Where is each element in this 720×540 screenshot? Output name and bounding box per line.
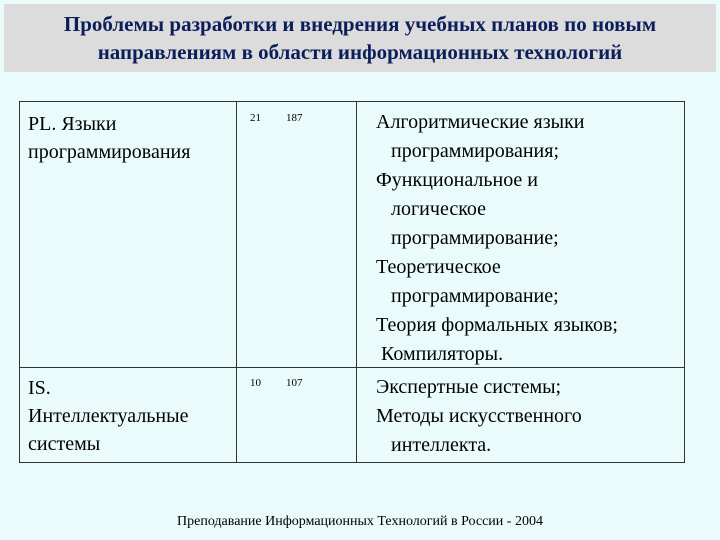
desc-line: Функциональное и — [376, 169, 539, 191]
desc-line: интеллекта. — [376, 434, 492, 456]
title-line-2: направлениям в области информационных технологий — [97, 40, 623, 64]
row-1-col2: 21 — [250, 112, 261, 124]
desc-line: Экспертные системы; — [376, 376, 562, 398]
row-2-col3: 107 — [286, 377, 303, 389]
row-2-description — [376, 373, 582, 460]
column-divider — [236, 102, 237, 462]
row-2-name-line: системы — [28, 433, 101, 455]
desc-line: Методы искусственного — [376, 405, 582, 427]
row-1-name-line: программирования — [28, 141, 191, 163]
desc-line: программирования; — [376, 140, 560, 162]
desc-line: программирование; — [376, 285, 559, 307]
row-2-name — [28, 374, 188, 458]
curriculum-table — [19, 101, 685, 463]
footer-caption: Преподавание Информационных Технологий в России - 2004 — [177, 514, 543, 529]
row-1-name-line: PL. Языки — [28, 113, 117, 135]
row-2-name-line: IS. — [28, 377, 51, 399]
column-divider — [356, 102, 357, 462]
desc-line: Алгоритмические языки — [376, 111, 585, 133]
title-banner — [4, 4, 716, 72]
row-1-name — [28, 110, 190, 166]
desc-line: Теоретическое — [376, 256, 501, 278]
row-1-description — [376, 108, 618, 369]
row-2-col2: 10 — [250, 377, 261, 389]
desc-line: программирование; — [376, 227, 559, 249]
desc-line: Компиляторы. — [376, 343, 504, 365]
desc-line: логическое — [376, 198, 487, 220]
desc-line: Теория формальных языков; — [376, 314, 618, 336]
row-1-col3: 187 — [286, 112, 303, 124]
title-line-1: Проблемы разработки и внедрения учебных планов по новым — [63, 12, 657, 36]
row-2-name-line: Интеллектуальные — [28, 405, 189, 427]
